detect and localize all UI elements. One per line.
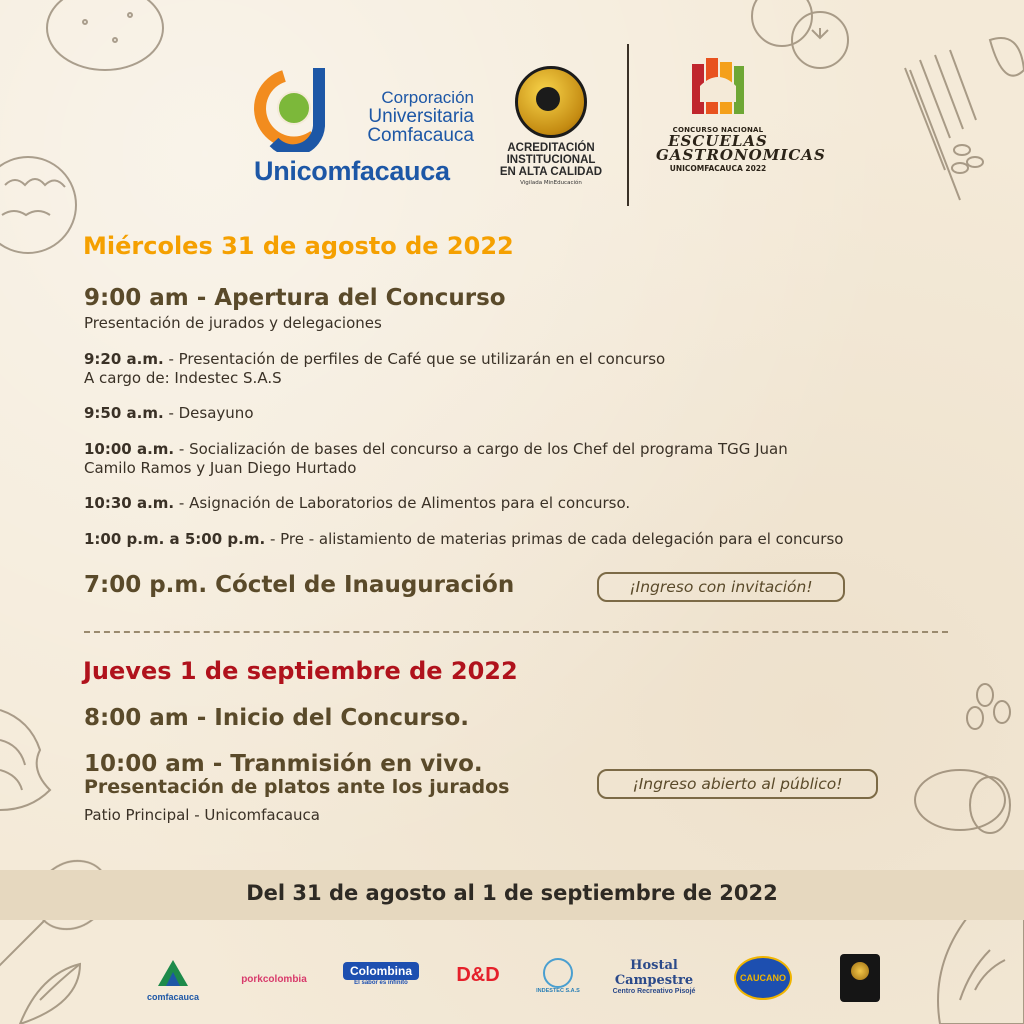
- chef-hat-icon: [688, 56, 748, 122]
- sponsor-dd: D&D: [456, 964, 500, 986]
- unicomfacauca-logo: [252, 62, 480, 188]
- sponsor-comfacauca: comfacauca: [140, 958, 206, 1002]
- uni-name: Unicomfacauca: [254, 156, 450, 186]
- day1-item2-sub: A cargo de: Indestec S.A.S: [84, 369, 282, 387]
- contest-logo: CONCURSO NACIONAL ESCUELAS GASTRONOMICAS UNICOMFACAUCA 2022: [656, 56, 780, 196]
- sponsor-porkcolombia: porkcolombia: [241, 974, 307, 985]
- day2-item2-sub: Presentación de platos ante los jurados: [84, 776, 510, 798]
- section-divider: [84, 631, 948, 633]
- day1-item5: 10:30 a.m. - Asignación de Laboratorios de Alimentos para el concurso.: [84, 494, 631, 512]
- sponsor-indestec: INDESTEC S.A.S: [536, 958, 580, 1002]
- day2-location: Patio Principal - Unicomfacauca: [84, 806, 320, 824]
- sponsor-colombina: Colombina El sabor es infinito: [343, 962, 419, 1000]
- accreditation-logo: ACREDITACIÓN INSTITUCIONAL EN ALTA CALIDAD Vigilada MinEducación: [494, 66, 608, 196]
- comfacauca-mark-icon: [140, 958, 206, 988]
- day1-item6: 1:00 p.m. a 5:00 p.m. - Pre - alistamiento de materias primas de cada delegación para el concurso: [84, 530, 844, 548]
- day1-item3: 9:50 a.m. - Desayuno: [84, 404, 254, 422]
- day2-item2-title: 10:00 am - Tranmisión en vivo.: [84, 751, 483, 777]
- day1-item1-sub: Presentación de jurados y delegaciones: [84, 314, 382, 332]
- accreditation-seal-icon: [515, 66, 587, 138]
- day1-item2: 9:20 a.m. - Presentación de perfiles de Café que se utilizarán en el concurso: [84, 350, 666, 368]
- header-divider: [627, 44, 629, 206]
- sponsor-caucano: CAUCANO: [734, 956, 790, 1000]
- day1-title: Miércoles 31 de agosto de 2022: [83, 232, 514, 260]
- date-band-text: Del 31 de agosto al 1 de septiembre de 2022: [246, 881, 778, 905]
- day1-item7-title: 7:00 p.m. Cóctel de Inauguración: [84, 572, 515, 598]
- sponsor-hostal: Hostal Campestre Centro Recreativo Pisojé: [612, 958, 696, 995]
- day2-title: Jueves 1 de septiembre de 2022: [83, 657, 518, 685]
- day1-item4-sub: Camilo Ramos y Juan Diego Hurtado: [84, 459, 357, 477]
- day2-item1-title: 8:00 am - Inicio del Concurso.: [84, 705, 469, 731]
- uni-tagline: Corporación Universitaria Comfacauca: [367, 88, 474, 146]
- indestec-mark-icon: [543, 958, 573, 988]
- day1-item4: 10:00 a.m. - Socialización de bases del concurso a cargo de los Chef del programa TGG Juan: [84, 440, 788, 458]
- unicomfacauca-mark-icon: [254, 66, 344, 152]
- public-badge: ¡Ingreso abierto al público!: [597, 769, 878, 799]
- invitation-badge: ¡Ingreso con invitación!: [597, 572, 845, 602]
- sponsor-gala-icon: [840, 954, 880, 1002]
- day1-item1-title: 9:00 am - Apertura del Concurso: [84, 285, 506, 311]
